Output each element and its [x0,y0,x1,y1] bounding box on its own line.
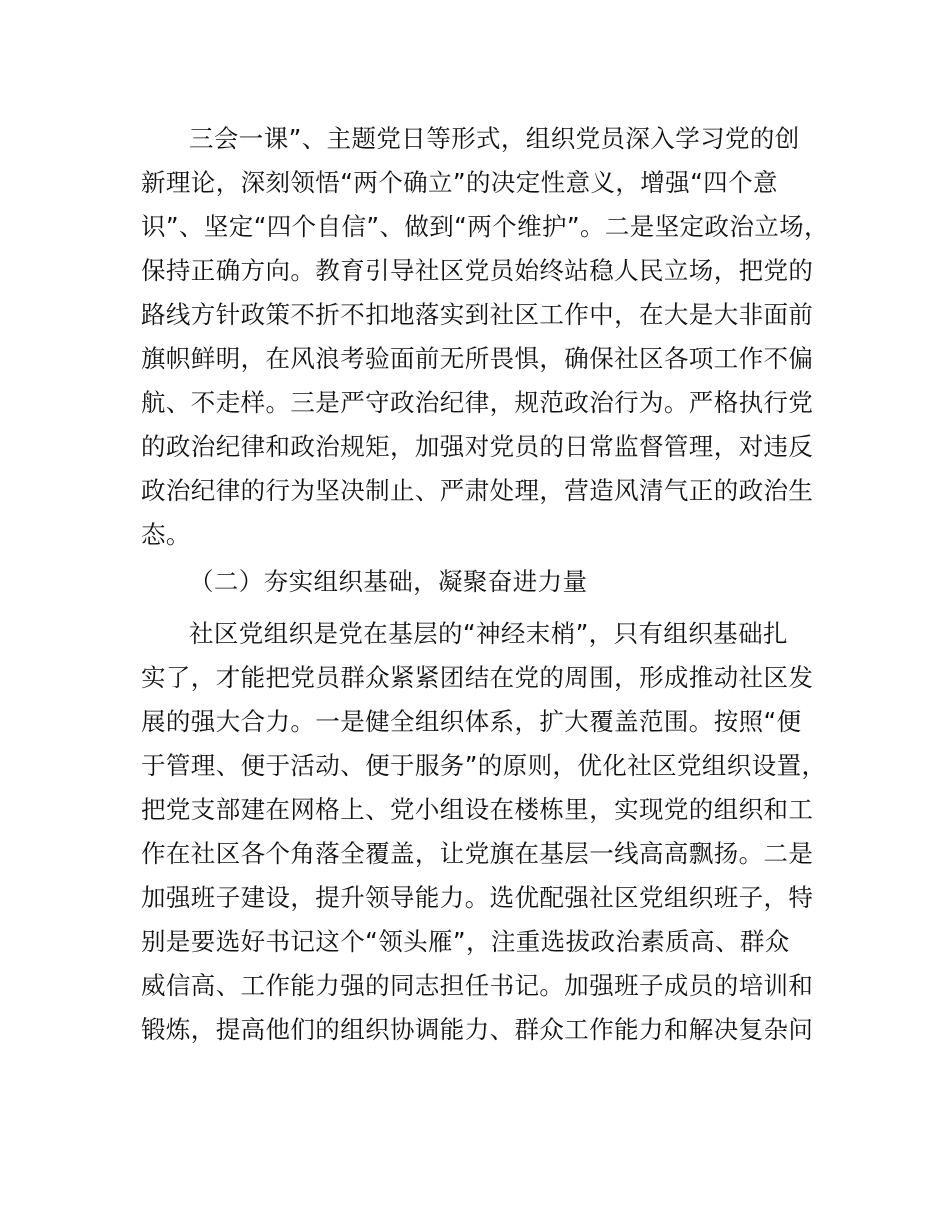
paragraph-line: 威信高、工作能力强的同志担任书记。加强班子成员的培训和 [141,971,814,1000]
paragraph-line: 加强班子建设，提升领导能力。选优配强社区党组织班子，特 [141,883,814,912]
paragraph-line: 态。 [141,520,191,549]
paragraph-line: 新理论，深刻领悟“两个确立”的决定性意义，增强“四个意 [141,168,778,197]
paragraph-line: 路线方针政策不折不扣地落实到社区工作中，在大是大非面前 [141,300,814,329]
paragraph-line: 把党支部建在网格上、党小组设在楼栋里，实现党的组织和工 [141,795,814,824]
paragraph-line: 实了，才能把党员群众紧紧团结在党的周围，形成推动社区发 [141,663,814,692]
paragraph-line: 政治纪律的行为坚决制止、严肃处理，营造风清气正的政治生 [141,476,814,505]
paragraph-line: 社区党组织是党在基层的“神经末梢”，只有组织基础扎 [189,619,788,648]
paragraph-line: 的政治纪律和政治规矩，加强对党员的日常监督管理，对违反 [141,432,814,461]
paragraph-line: 作在社区各个角落全覆盖，让党旗在基层一线高高飘扬。二是 [141,839,814,868]
section-heading: （二）夯实组织基础，凝聚奋进力量 [189,567,588,596]
paragraph-line: 三会一课”、主题党日等形式，组织党员深入学习党的创 [189,124,800,153]
paragraph-line: 别是要选好书记这个“领头雁”，注重选拔政治素质高、群众 [141,927,790,956]
paragraph-line: 于管理、便于活动、便于服务”的原则，优化社区党组织设置， [141,751,827,780]
paragraph-line: 航、不走样。三是严守政治纪律，规范政治行为。严格执行党 [141,388,814,417]
paragraph-line: 旗帜鲜明，在风浪考验面前无所畏惧，确保社区各项工作不偏 [141,344,814,373]
paragraph-line: 展的强大合力。一是健全组织体系，扩大覆盖范围。按照“便 [141,707,802,736]
paragraph-line: 锻炼，提高他们的组织协调能力、群众工作能力和解决复杂问 [141,1015,814,1044]
paragraph-line: 保持正确方向。教育引导社区党员始终站稳人民立场，把党的 [141,256,814,285]
paragraph-line: 识”、坚定“四个自信”、做到“两个维护”。二是坚定政治立场， [141,212,829,241]
